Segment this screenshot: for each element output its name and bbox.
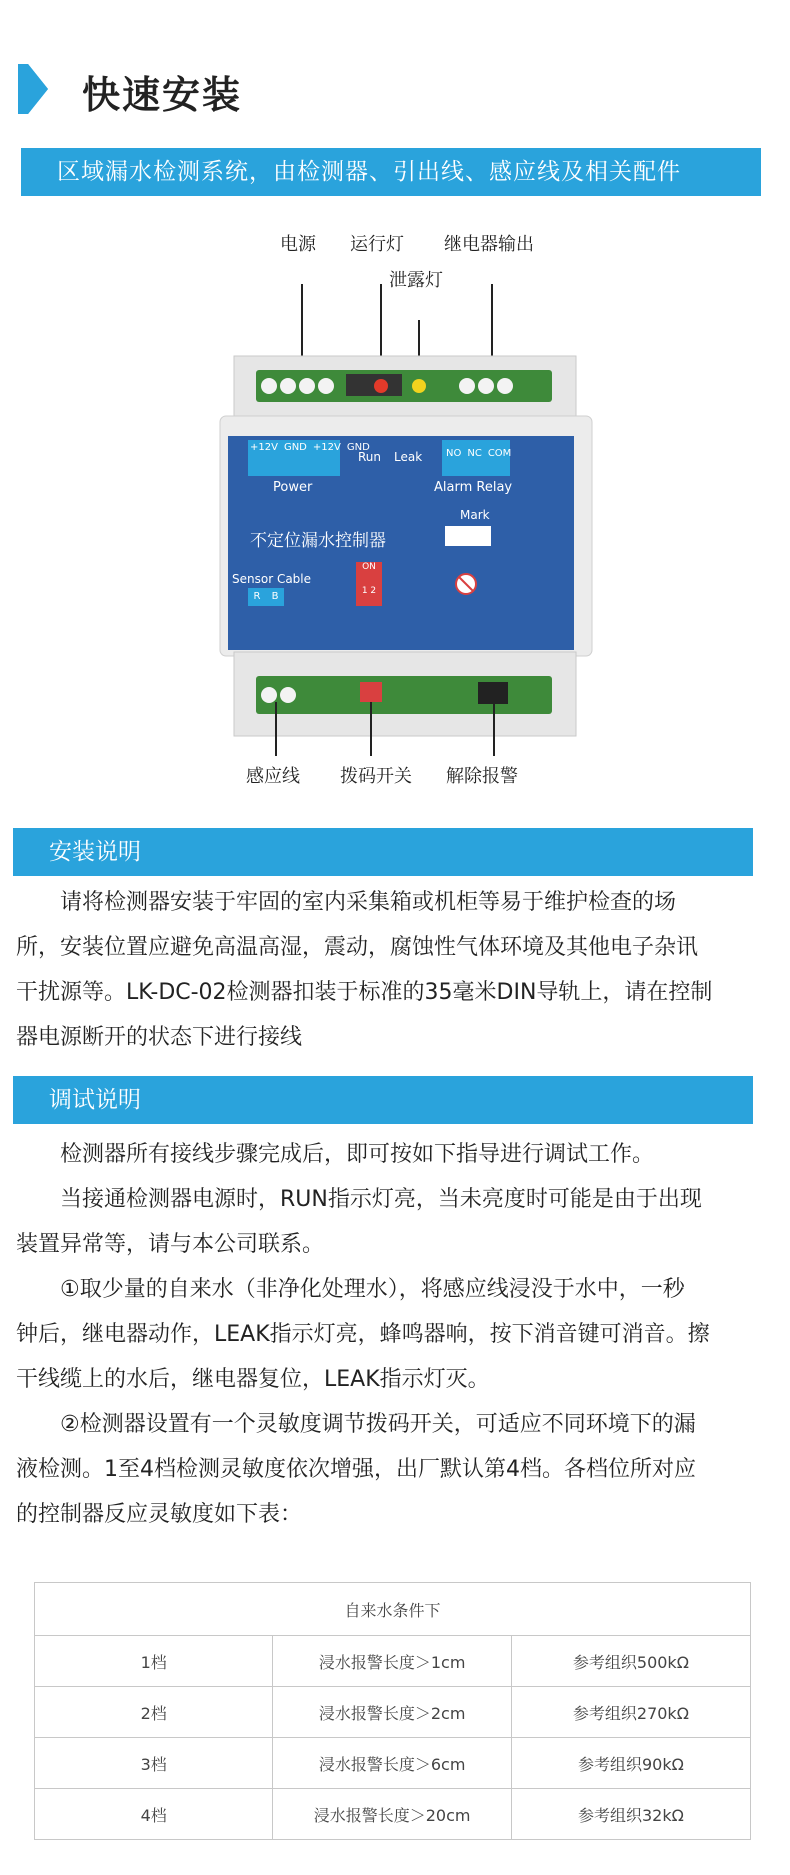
table-cell: 4档: [35, 1789, 273, 1840]
label-power: 电源: [280, 234, 316, 255]
controller-drawing: [200, 256, 620, 756]
debug-line: ①取少量的自来水（非净化处理水），将感应线浸没于水中，一秒: [60, 1277, 685, 1302]
power-pin: GND: [283, 442, 307, 453]
debug-line: ②检测器设置有一个灵敏度调节拨码开关，可适应不同环境下的漏: [60, 1412, 696, 1437]
install-line: 请将检测器安装于牢固的室内采集箱或机柜等易于维护检查的场: [60, 890, 677, 915]
power-pins: [250, 442, 370, 453]
table-row: [35, 1687, 751, 1738]
table-row: [35, 1789, 751, 1840]
debug-heading: 调试说明: [13, 1076, 753, 1124]
label-alarm-reset: 解除报警: [446, 766, 518, 787]
table-cell: 浸水报警长度＞20cm: [273, 1789, 511, 1840]
device-name: 不定位漏水控制器: [250, 531, 386, 551]
table-cell: 3档: [35, 1738, 273, 1789]
table-cell: 浸水报警长度＞2cm: [273, 1687, 511, 1738]
label-sensor-line: 感应线: [246, 766, 300, 787]
install-line: 所，安装位置应避免高温高湿，震动，腐蚀性气体环境及其他电子杂讯: [16, 935, 699, 960]
run-label: Run: [358, 450, 382, 464]
label-dip-switch: 拨码开关: [340, 766, 412, 787]
sensor-pin: R: [253, 591, 261, 602]
table-cell: 参考组织500kΩ: [511, 1636, 750, 1687]
dip-on-label: ON: [362, 562, 376, 572]
page-header: [18, 58, 618, 118]
debug-text: [16, 1132, 760, 1537]
table-cell: 2档: [35, 1687, 273, 1738]
sensor-pins: [248, 588, 284, 606]
table-row: [35, 1738, 751, 1789]
table-row: [35, 1636, 751, 1687]
debug-line: 的控制器反应灵敏度如下表：: [16, 1502, 303, 1527]
mute-icon: [454, 572, 478, 596]
install-line: 干扰源等。LK-DC-02检测器扣装于标准的35毫米DIN导轨上，请在控制: [16, 980, 713, 1005]
sensitivity-table: [34, 1582, 751, 1840]
relay-pins: [446, 448, 511, 459]
debug-line: 当接通检测器电源时，RUN指示灯亮，当未亮度时可能是由于出现: [60, 1187, 702, 1212]
debug-line: 检测器所有接线步骤完成后，即可按如下指导进行调试工作。: [60, 1142, 655, 1167]
relay-pin: NC: [467, 448, 482, 459]
install-text: [16, 880, 760, 1060]
controller-diagram: [200, 226, 620, 786]
relay-pin: NO: [446, 448, 462, 459]
leak-label: Leak: [394, 450, 423, 464]
page-title: 快速安装: [82, 73, 243, 117]
debug-line: 钟后，继电器动作，LEAK指示灯亮，蜂鸣器响，按下消音键可消音。擦: [16, 1322, 710, 1347]
mark-box: [445, 526, 491, 546]
power-pin: +12V: [250, 442, 278, 453]
install-line: 器电源断开的状态下进行接线: [16, 1025, 303, 1050]
power-pin: +12V: [312, 442, 341, 453]
table-header-row: [35, 1583, 751, 1636]
dip-numbers: 1 2: [361, 586, 377, 596]
sensor-cable-label: Sensor Cable: [232, 572, 312, 586]
label-run-light: 运行灯: [350, 234, 404, 255]
table-cell: 浸水报警长度＞1cm: [273, 1636, 511, 1687]
install-heading: 安装说明: [13, 828, 753, 876]
table-cell: 1档: [35, 1636, 273, 1687]
label-leak-light: 泄露灯: [389, 270, 443, 291]
alarm-relay-label: Alarm Relay: [434, 480, 513, 495]
chevron-right-icon: [18, 64, 48, 114]
table-cell: 参考组织90kΩ: [511, 1738, 750, 1789]
debug-line: 干线缆上的水后，继电器复位，LEAK指示灯灭。: [16, 1367, 490, 1392]
label-relay-output: 继电器输出: [444, 234, 534, 255]
table-cell: 浸水报警长度＞6cm: [273, 1738, 511, 1789]
relay-pin: COM: [487, 448, 512, 459]
sensor-pin: B: [271, 591, 279, 602]
table-header: 自来水条件下: [35, 1583, 751, 1636]
table-cell: 参考组织32kΩ: [511, 1789, 750, 1840]
debug-line: 装置异常等，请与本公司联系。: [16, 1232, 325, 1257]
table-cell: 参考组织270kΩ: [511, 1687, 750, 1738]
mark-label: Mark: [460, 508, 490, 522]
dip-switch-panel: [356, 562, 382, 606]
power-label: Power: [273, 480, 313, 495]
debug-line: 液检测。1至4档检测灵敏度依次增强，出厂默认第4档。各档位所对应: [16, 1457, 696, 1482]
intro-banner: 区域漏水检测系统，由检测器、引出线、感应线及相关配件: [21, 148, 761, 196]
power-pin: GND: [346, 442, 370, 453]
